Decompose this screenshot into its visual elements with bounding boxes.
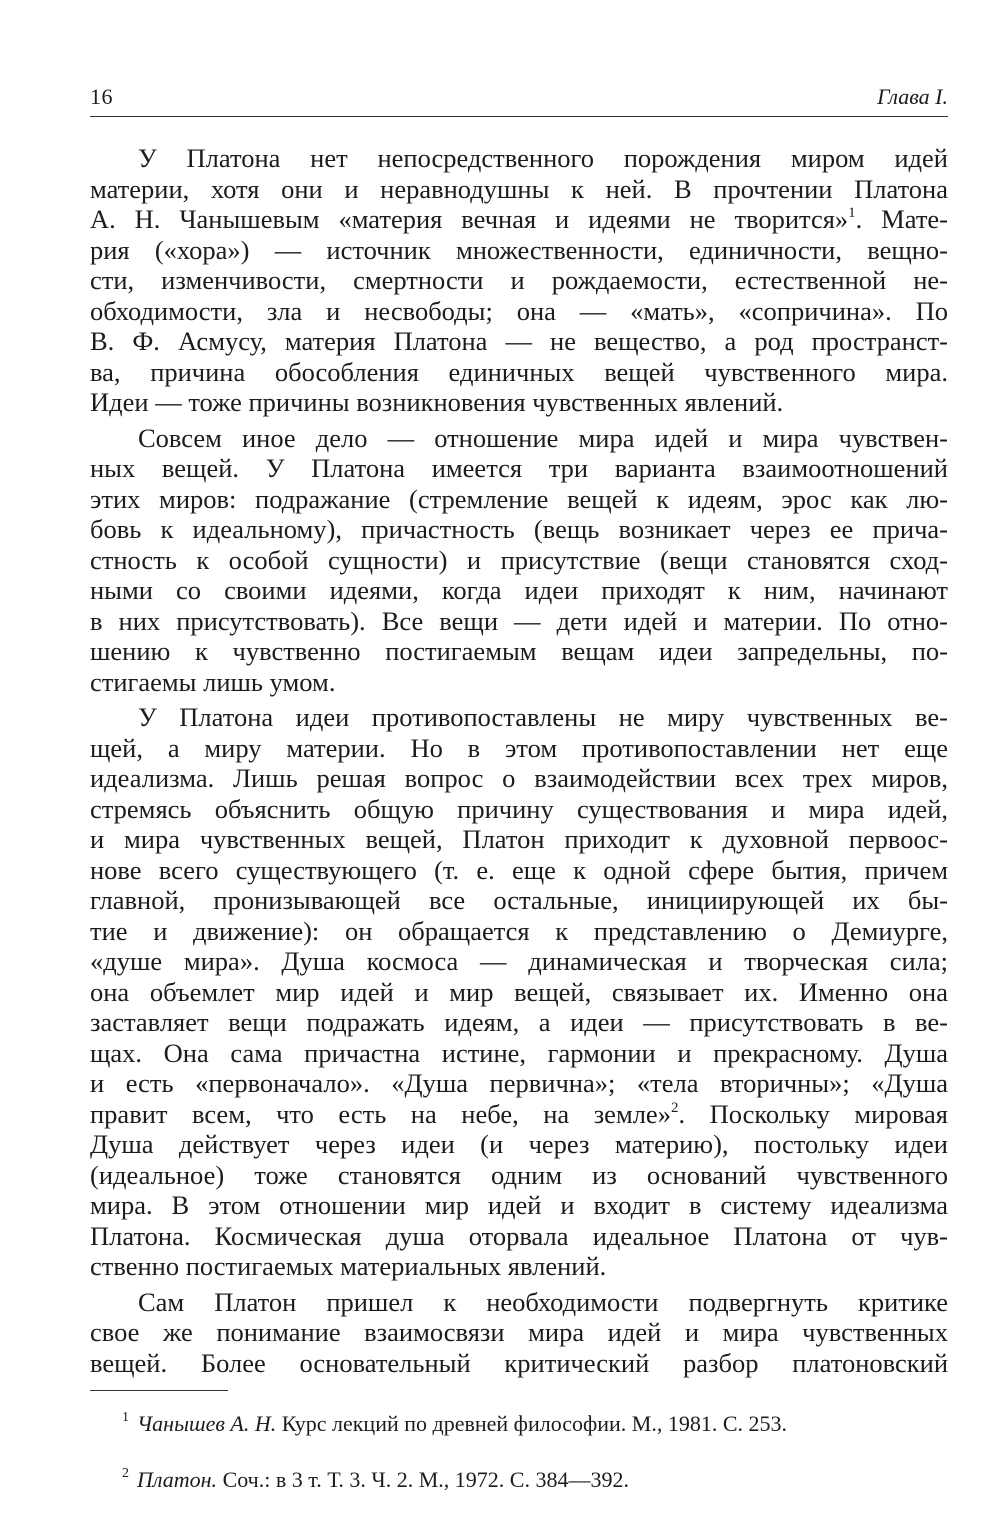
text-line: Платона. Космическая душа оторвала идеальное Платона от чув- xyxy=(90,1220,948,1251)
footnote-ref-2: 2 xyxy=(670,1099,679,1116)
text-line: ва, причина обособления единичных вещей чувственного мира. xyxy=(90,356,948,387)
text-line: Сам Платон пришел к необходимости подвергнуть критике xyxy=(138,1286,948,1317)
footnotes xyxy=(90,1410,948,1522)
text-line: стигаемы лишь умом. xyxy=(90,666,336,697)
text-line: Душа действует через идеи (и через материю), постольку идеи xyxy=(90,1129,948,1159)
text-line: стность к особой сущности) и присутствие (вещи становятся сход- xyxy=(90,544,948,575)
footnote-author: Платон. xyxy=(137,1467,218,1492)
running-head: Глава I. xyxy=(877,84,948,109)
text-line: «душе мира». Душа космоса — динамическая и творческая сила; xyxy=(90,946,948,976)
paragraph-4 xyxy=(90,1287,948,1379)
text-line: щах. Она сама причастна истине, гармонии и прекрасному. Душа xyxy=(90,1037,948,1068)
text-line: и мира чувственных вещей, Платон приходит к духовной первоос- xyxy=(90,824,948,854)
text-line: Совсем иное дело — отношение мира идей и мира чувствен- xyxy=(138,422,948,453)
page-header xyxy=(90,82,948,117)
text-line: главной, пронизывающей все остальные, инициирующей их бы- xyxy=(90,885,948,915)
footnote-ref-1: 1 xyxy=(848,205,856,222)
text-line: бовь к идеальному), причастность (вещь возникает через ее прича- xyxy=(90,514,948,544)
footnote-1: $^1$ Чанышев А. Н. Курс лекций по древней философии. М., 1981. С. 253. xyxy=(122,1410,788,1436)
text-line: У Платона нет непосредственного порождения миром идей xyxy=(138,143,948,173)
text-line: она объемлет мир идей и мир вещей, связывает их. Именно она xyxy=(90,976,948,1007)
text-line: ных вещей. У Платона имеется три варианта взаимоотношений xyxy=(90,453,948,483)
text-line: ственно постигаемых материальных явлений. xyxy=(90,1251,607,1281)
text-line: заставляет вещи подражать идеям, а идеи — присутствовать в ве- xyxy=(90,1007,948,1037)
text-line: и есть «первоначало». «Душа первична»; «тела вторичны»; «Душа xyxy=(90,1068,948,1098)
text-line: в них присутствовать). Все вещи — дети идей и материи. По отно- xyxy=(90,605,948,636)
text-line: Идеи — тоже причины возникновения чувственных явлений. xyxy=(90,387,784,417)
text-line: А. Н. Чанышевым «материя вечная и идеями не творится»$^1$. Мате- xyxy=(90,204,948,234)
text-line: тие и движение): он обращается к представлению о Демиурге, xyxy=(90,915,948,946)
text-line: вещей. Более основательный критический разбор платоновский xyxy=(90,1347,948,1378)
text-line: шению к чувственно постигаемым вещам идеи запредельны, по- xyxy=(90,636,948,666)
text-line: обходимости, зла и несвободы; она — «мать», «сопричина». По xyxy=(90,295,948,326)
footnote-separator xyxy=(90,1390,228,1391)
text-line: идеализма. Лишь решая вопрос о взаимодействии всех трех миров, xyxy=(90,763,948,793)
body-text xyxy=(90,143,948,1383)
text-line: свое же понимание взаимосвязи мира идей и мира чувственных xyxy=(90,1317,948,1347)
text-line: В. Ф. Асмусу, материя Платона — не вещество, а род пространст- xyxy=(90,326,948,356)
text-line: стремясь объяснить общую причину существования и мира идей, xyxy=(90,793,948,824)
paragraph-2 xyxy=(90,423,948,698)
page-number: 16 xyxy=(90,84,113,109)
text-line: сти, изменчивости, смертности и рождаемости, естественной не- xyxy=(90,265,948,295)
paragraph-3 xyxy=(90,702,948,1282)
text-line: ными со своими идеями, когда идеи приходят к ним, начинают xyxy=(90,575,948,605)
text-line: У Платона идеи противопоставлены не миру чувственных ве- xyxy=(138,702,948,732)
text-line: рия («хора») — источник множественности, единичности, вещно- xyxy=(90,234,948,265)
text-line: щей, а миру материи. Но в этом противопоставлении нет еще xyxy=(90,732,948,763)
text-line: нове всего существующего (т. е. еще к одной сфере бытия, причем xyxy=(90,854,948,885)
text-line: материи, хотя они и неравнодушны к ней. В прочтении Платона xyxy=(90,173,948,204)
text-line: этих миров: подражание (стремление вещей к идеям, эрос как лю- xyxy=(90,483,948,514)
footnote-author: Чанышев А. Н. xyxy=(137,1411,277,1436)
text-line: правит всем, что есть на небе, на земле»$^2$. Поскольку мировая xyxy=(90,1098,948,1129)
text-line: мира. В этом отношении мир идей и входит в систему идеализма xyxy=(90,1190,948,1220)
text-line: (идеальное) тоже становятся одним из оснований чувственного xyxy=(90,1159,948,1190)
paragraph-1 xyxy=(90,143,948,418)
footnote-2: $^2$ Платон. Соч.: в 3 т. Т. 3. Ч. 2. М., 1972. С. 384—392. xyxy=(122,1466,629,1492)
